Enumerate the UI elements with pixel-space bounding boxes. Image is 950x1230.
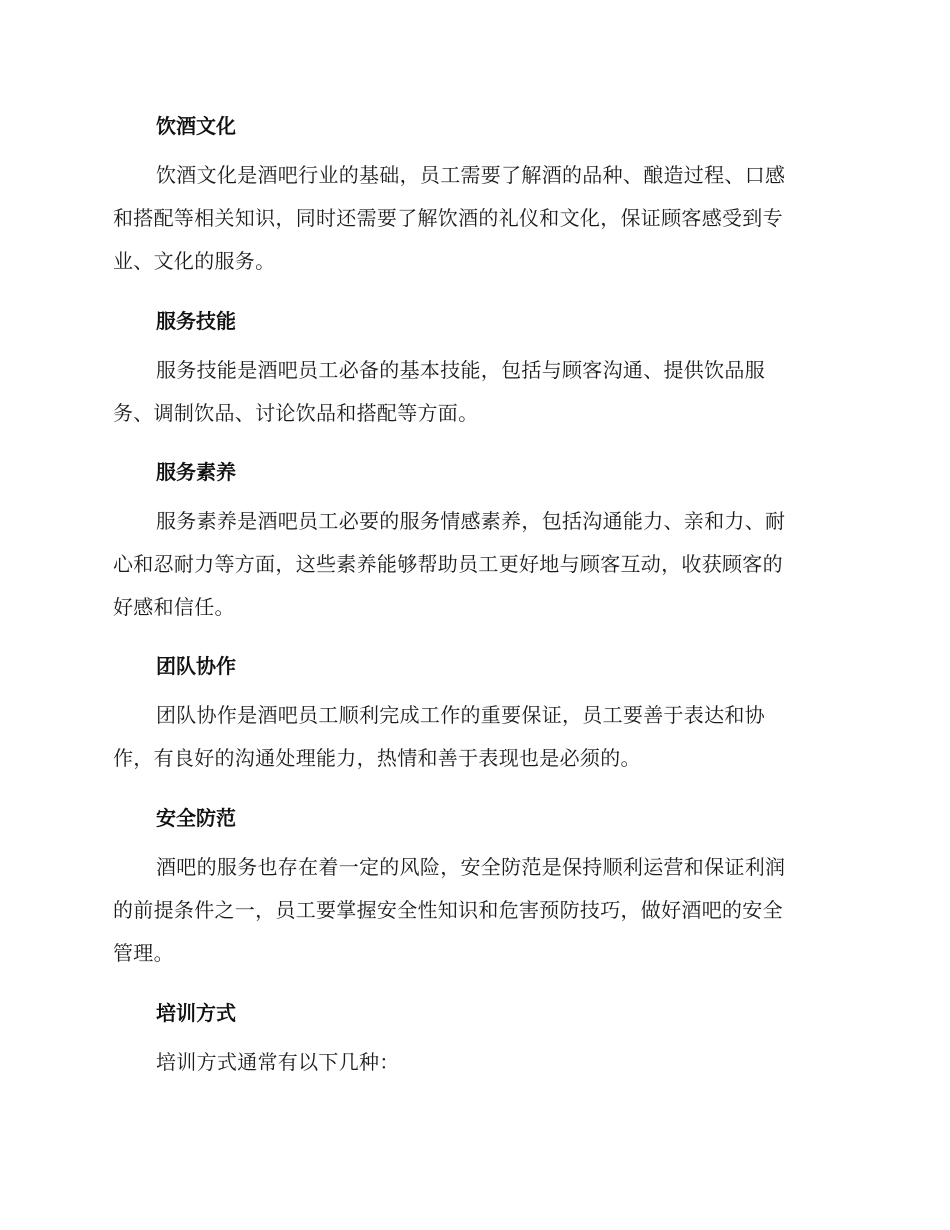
section-service-quality [113,457,835,629]
paragraph-line: 作，有良好的沟通处理能力，热情和善于表现也是必须的。 [113,746,641,770]
paragraph-line: 服务素养是酒吧员工必要的服务情感素养，包括沟通能力、亲和力、耐 [156,509,786,533]
section-training-methods [113,998,835,1084]
section-teamwork [113,651,835,780]
paragraph-line: 业、文化的服务。 [113,249,276,273]
section-heading: 饮酒文化 [156,114,236,138]
section-heading: 服务素养 [156,460,236,484]
paragraph-line: 心和忍耐力等方面，这些素养能够帮助员工更好地与顾客互动，收获顾客的 [113,552,783,576]
paragraph-line: 团队协作是酒吧员工顺利完成工作的重要保证，员工要善于表达和协 [156,703,765,727]
section-heading: 培训方式 [156,1001,236,1025]
section-paragraph [113,846,835,975]
section-paragraph [113,694,835,780]
paragraph-line: 管理。 [113,941,174,965]
section-heading: 服务技能 [156,309,236,333]
paragraph-line: 酒吧的服务也存在着一定的风险，安全防范是保持顺利运营和保证利润 [156,855,786,879]
paragraph-line: 培训方式通常有以下几种： [156,1050,400,1074]
section-service-skills [113,306,835,435]
paragraph-line: 务、调制饮品、讨论饮品和搭配等方面。 [113,401,479,425]
section-paragraph [113,154,835,283]
paragraph-line: 饮酒文化是酒吧行业的基础，员工需要了解酒的品种、酿造过程、口感 [156,163,786,187]
section-heading: 安全防范 [156,806,236,830]
section-safety [113,803,835,975]
paragraph-line: 的前提条件之一，员工要掌握安全性知识和危害预防技巧，做好酒吧的安全 [113,898,783,922]
section-paragraph [113,500,835,629]
paragraph-line: 和搭配等相关知识，同时还需要了解饮酒的礼仪和文化，保证顾客感受到专 [113,206,783,230]
section-drinking-culture [113,111,835,283]
paragraph-line: 服务技能是酒吧员工必备的基本技能，包括与顾客沟通、提供饮品服 [156,358,765,382]
section-heading: 团队协作 [156,654,236,678]
section-paragraph [113,1041,835,1084]
section-paragraph [113,349,835,435]
paragraph-line: 好感和信任。 [113,595,235,619]
